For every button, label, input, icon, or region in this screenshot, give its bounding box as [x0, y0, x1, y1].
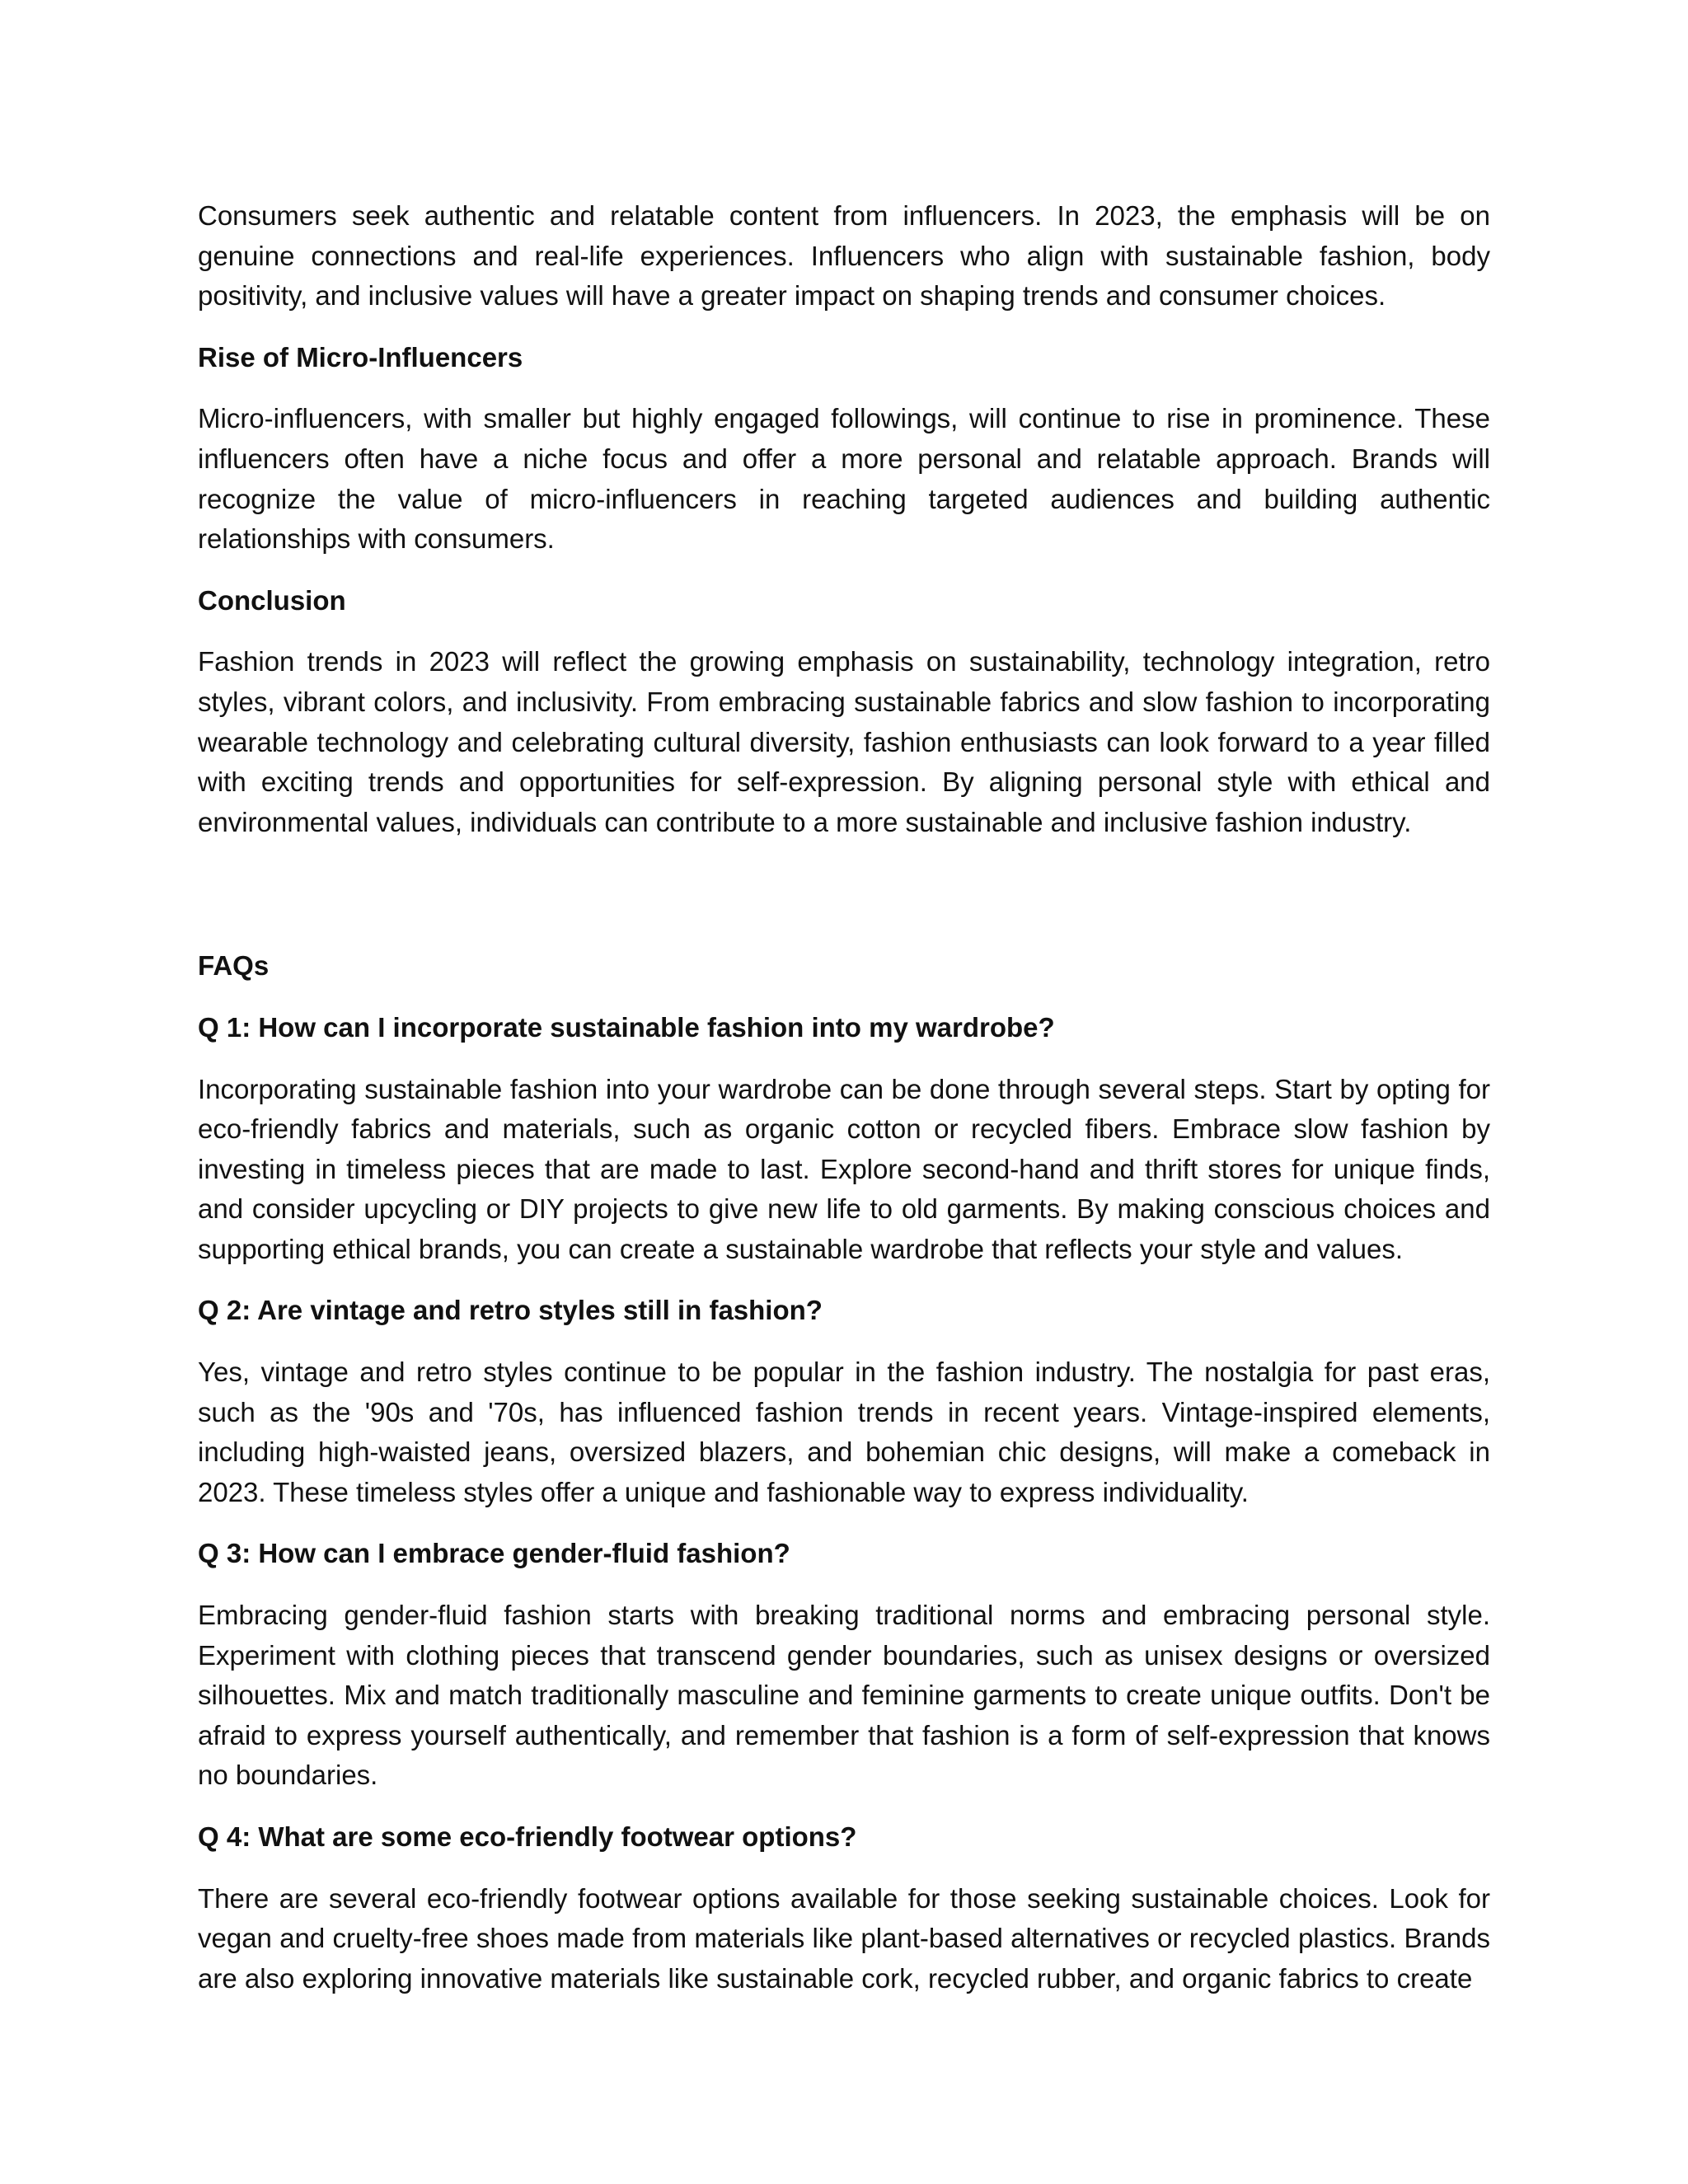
section-spacer — [198, 864, 1490, 946]
paragraph-micro-influencers: Micro-influencers, with smaller but highly engaged followings, will continue to rise in prominence. These influencers often have a niche focus and offer a more personal and relatable approach. Brands will recognize the value of micro-influencers in reaching targeted audiences and building authentic relationships with consumers. — [198, 403, 1490, 555]
document-body — [198, 196, 1490, 2020]
faq-question-4: Q 4: What are some eco-friendly footwear options? — [198, 1821, 857, 1852]
faq-answer-3: Embracing gender-fluid fashion starts with breaking traditional norms and embracing personal style. Experiment with clothing pieces that transcend gender boundaries, such as unisex designs or oversized silhouettes. Mix and match traditionally masculine and feminine garments to create unique outfits. Don't be afraid to express yourself authentically, and remember that fashion is a form of self-expression that knows no boundaries. — [198, 1600, 1490, 1791]
faq-question-3: Q 3: How can I embrace gender-fluid fashion? — [198, 1538, 790, 1569]
faq-question-2: Q 2: Are vintage and retro styles still in fashion? — [198, 1295, 823, 1326]
faq-answer-1: Incorporating sustainable fashion into your wardrobe can be done through several steps. Start by opting for eco-friendly fabrics and materials, such as organic cotton or recycled fibers. Embrace slow fashion by investing in timeless pieces that are made to last. Explore second-hand and thrift stores for unique finds, and consider upcycling or DIY projects to give new life to old garments. By making conscious choices and supporting ethical brands, you can create a sustainable wardrobe that reflects your style and values. — [198, 1073, 1490, 1264]
heading-conclusion: Conclusion — [198, 584, 346, 616]
faq-title: FAQs — [198, 950, 270, 982]
faq-question-1: Q 1: How can I incorporate sustainable fashion into my wardrobe? — [198, 1011, 1055, 1043]
paragraph-influencer-authenticity: Consumers seek authentic and relatable content from influencers. In 2023, the emphasis will be on genuine connections and real-life experiences. Influencers who align with sustainable fashion, body positivity, and inclusive values will have a greater impact on shaping trends and consumer choices. — [198, 200, 1490, 312]
faq-answer-2: Yes, vintage and retro styles continue to be popular in the fashion industry. The nostalgia for past eras, such as the '90s and '70s, has influenced fashion trends in recent years. Vintage-inspired elements, including high-waisted jeans, oversized blazers, and bohemian chic designs, will make a comeback in 2023. These timeless styles offer a unique and fashionable way to express individuality. — [198, 1357, 1490, 1507]
heading-micro-influencers: Rise of Micro-Influencers — [198, 341, 523, 373]
paragraph-conclusion: Fashion trends in 2023 will reflect the growing emphasis on sustainability, technology integration, retro styles, vibrant colors, and inclusivity. From embracing sustainable fabrics and slow fashion to incorporating wearable technology and celebrating cultural diversity, fashion enthusiasts can look forward to a year filled with exciting trends and opportunities for self-expression. By aligning personal style with ethical and environmental values, individuals can contribute to a more sustainable and inclusive fashion industry. — [198, 646, 1490, 837]
faq-answer-4: There are several eco-friendly footwear options available for those seeking sustainable choices. Look for vegan and cruelty-free shoes made from materials like plant-based alternatives or recycled plastics. Brands are also exploring innovative materials like sustainable cork, recycled rubber, and organic fabrics to create — [198, 1882, 1490, 1994]
